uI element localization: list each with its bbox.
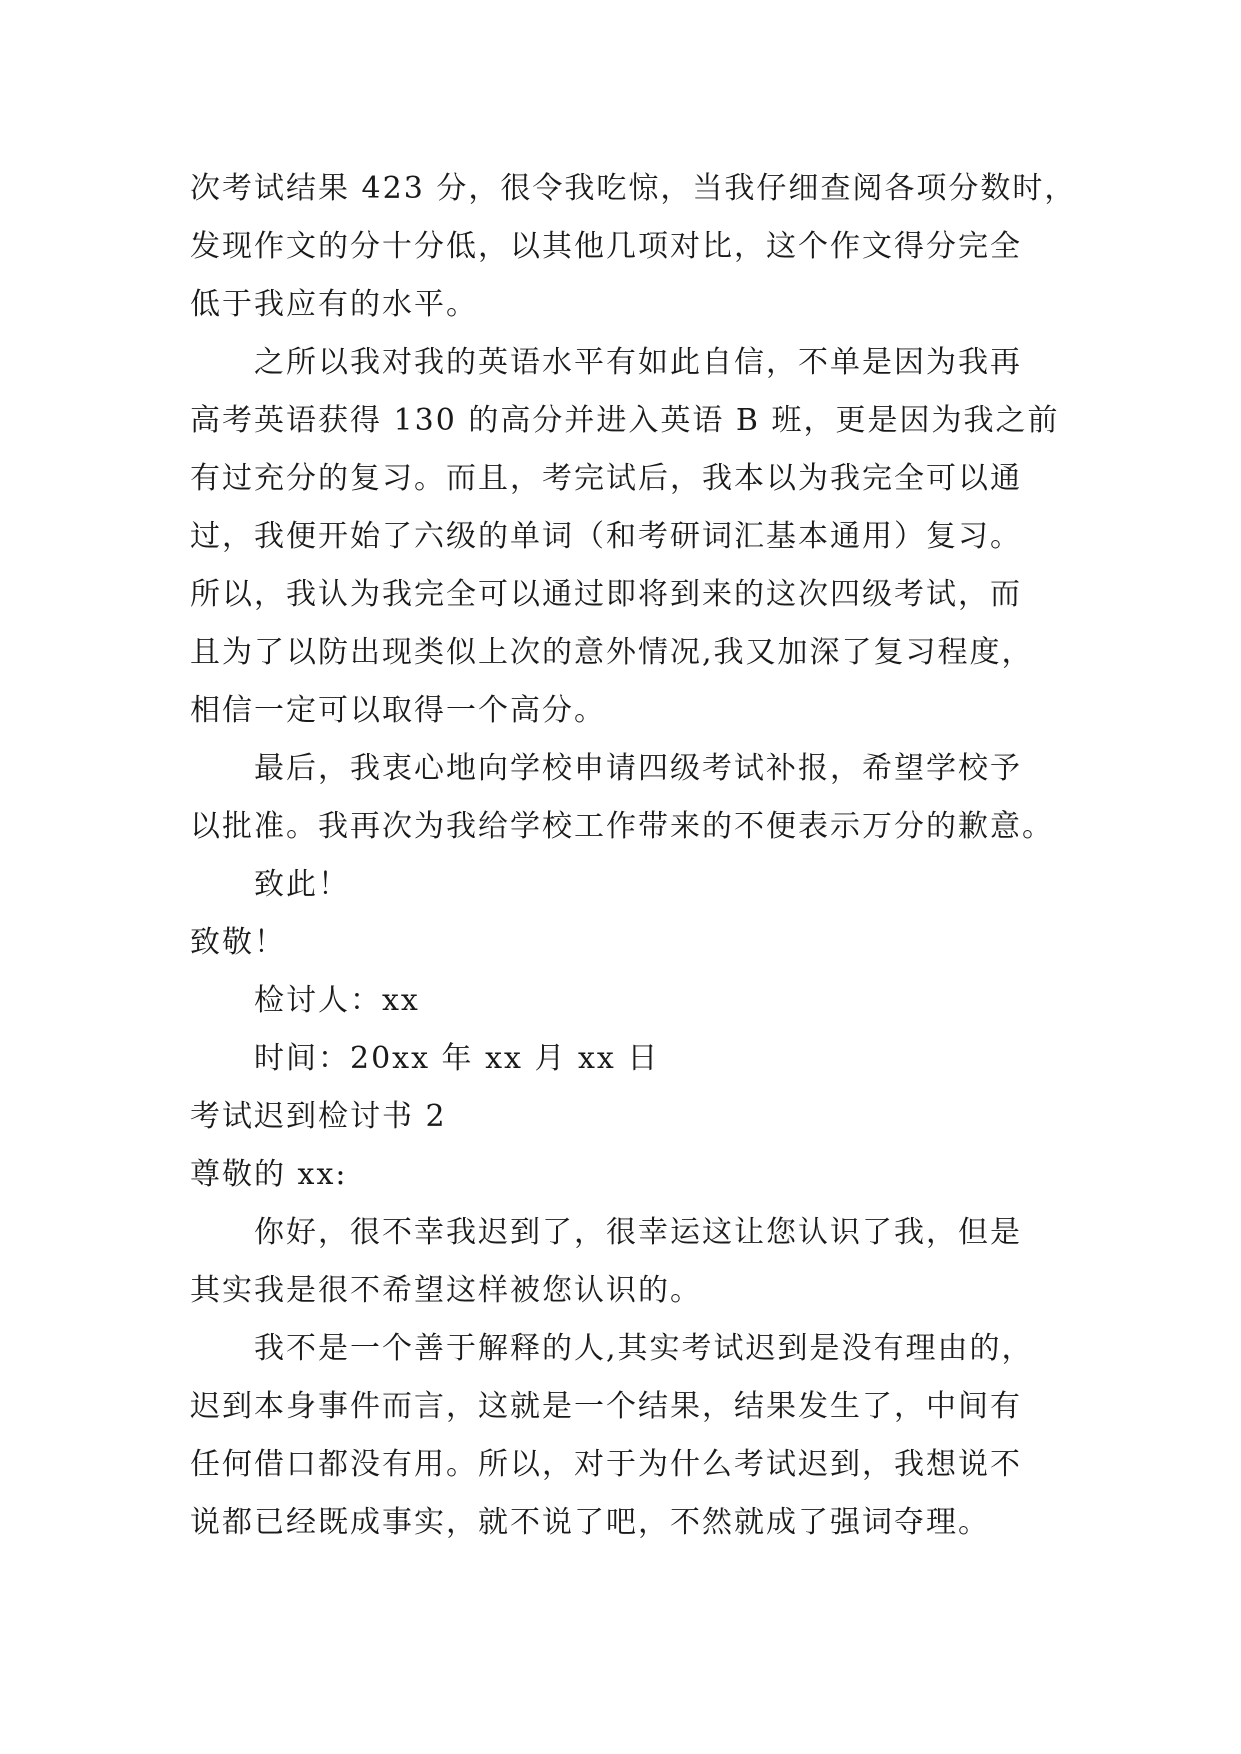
- salutation-line: 致敬！: [190, 925, 286, 960]
- paragraph-line: 之所以我对我的英语水平有如此自信，不单是因为我再: [254, 345, 1022, 380]
- paragraph-line: 我不是一个善于解释的人,其实考试迟到是没有理由的，: [254, 1331, 1034, 1366]
- paragraph-line: 说都已经既成事实，就不说了吧，不然就成了强词夺理。: [190, 1505, 990, 1540]
- paragraph-line: 且为了以防出现类似上次的意外情况,我又加深了复习程度，: [190, 635, 1034, 670]
- paragraph-line: 其实我是很不希望这样被您认识的。: [190, 1273, 702, 1308]
- paragraph-line: 过，我便开始了六级的单词（和考研词汇基本通用）复习。: [190, 519, 1022, 554]
- section-title: 考试迟到检讨书 2: [190, 1099, 447, 1134]
- paragraph-line: 低于我应有的水平。: [190, 287, 478, 322]
- paragraph-line: 最后，我衷心地向学校申请四级考试补报，希望学校予: [254, 751, 1022, 786]
- date-line: 时间：20xx 年 xx 月 xx 日: [254, 1041, 660, 1076]
- greeting-line: 尊敬的 xx:: [190, 1157, 348, 1192]
- paragraph-line: 相信一定可以取得一个高分。: [190, 693, 606, 728]
- paragraph-line: 发现作文的分十分低，以其他几项对比，这个作文得分完全: [190, 229, 1022, 264]
- closing-line: 致此！: [254, 867, 350, 902]
- paragraph-line: 你好，很不幸我迟到了，很幸运这让您认识了我，但是: [254, 1215, 1022, 1250]
- paragraph-line: 任何借口都没有用。所以，对于为什么考试迟到，我想说不: [190, 1447, 1022, 1482]
- paragraph-line: 有过充分的复习。而且，考完试后，我本以为我完全可以通: [190, 461, 1022, 496]
- signature-line: 检讨人：xx: [254, 983, 420, 1018]
- paragraph-line: 次考试结果 423 分，很令我吃惊，当我仔细查阅各项分数时，: [190, 171, 1077, 206]
- paragraph-line: 迟到本身事件而言，这就是一个结果，结果发生了，中间有: [190, 1389, 1022, 1424]
- paragraph-line: 以批准。我再次为我给学校工作带来的不便表示万分的歉意。: [190, 809, 1054, 844]
- paragraph-line: 高考英语获得 130 的高分并进入英语 B 班，更是因为我之前: [190, 403, 1060, 438]
- paragraph-line: 所以，我认为我完全可以通过即将到来的这次四级考试，而: [190, 577, 1022, 612]
